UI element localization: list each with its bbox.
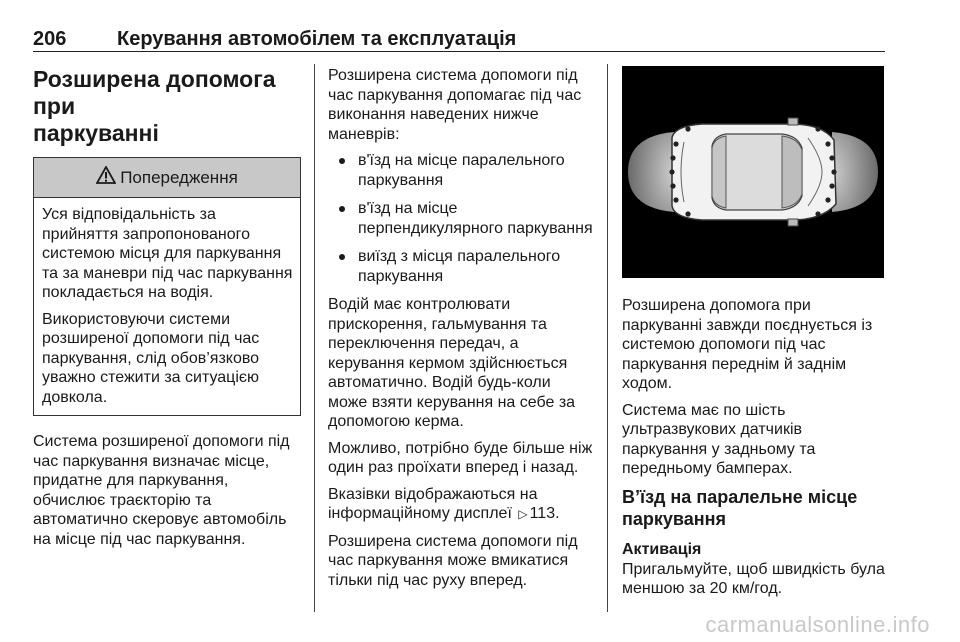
- list-item: виїзд з місця паралельного паркування: [328, 247, 594, 286]
- column-divider: [607, 64, 608, 612]
- subsection-title: В’їзд на паралельне місце паркування: [622, 486, 858, 529]
- list-item: в'їзд на місце перпендикулярного паркування: [328, 199, 594, 238]
- page-number: 206: [33, 28, 67, 50]
- header-rule: [33, 51, 885, 52]
- column-divider: [314, 64, 315, 612]
- page-header: [33, 20, 885, 52]
- body-paragraph: Можливо, потрібно буде більше ніж один раз проїхати вперед і назад.: [328, 439, 593, 476]
- warning-paragraph: Використовуючи системи розширеної допомоги під час паркування, слід обов’язково уважно стежити за ситуацією довкола.: [42, 310, 260, 406]
- body-paragraph: Розширена допомога при паркуванні завжди поєднується із системою допомоги під час паркування переднім й заднім ходом.: [622, 297, 873, 392]
- bullet-icon: [339, 254, 345, 260]
- bullet-icon: [339, 158, 345, 164]
- warning-box: [33, 157, 301, 416]
- page-reference-link[interactable]: 113.: [529, 505, 560, 522]
- bullet-icon: [339, 206, 345, 212]
- body-paragraph: Система розширеної допомоги під час паркування визначає місце, придатне для паркування, обчислює траєкторію та автоматично скеровує автомобіль на місце під час паркування.: [33, 433, 290, 548]
- column-1: [33, 66, 301, 556]
- warning-body: [34, 198, 300, 415]
- section-title: Розширена допомога при паркуванні: [33, 66, 276, 146]
- column-3: [622, 66, 890, 606]
- warning-triangle-icon: [96, 166, 116, 189]
- list-item: в'їзд на місце паралельного паркування: [328, 151, 594, 190]
- chapter-title: Керування автомобілем та експлуатація: [117, 28, 517, 50]
- warning-title: Попередження: [120, 167, 238, 187]
- watermark: carmanualsonline.info: [705, 612, 930, 637]
- body-paragraph: Пригальмуйте, щоб швидкість була меншою за 20 км/год.: [622, 560, 885, 597]
- body-paragraph: Розширена система допомоги під час паркування може вмикатися тільки під час руху вперед.: [328, 532, 578, 589]
- car-top-view-sensors-icon: [622, 66, 884, 278]
- body-paragraph: Вказівки відображаються на інформаційному дисплеї ▷ 113.: [328, 485, 594, 525]
- body-paragraph: Розширена система допомоги під час паркування допомагає під час виконання наведених нижче маневрів:: [328, 67, 582, 143]
- warning-header: [34, 158, 300, 198]
- body-paragraph: Водій має контролювати прискорення, гальмування та переключення передач, а керування кермом здійснюється автоматично. Водій будь-коли може взяти керування на себе за допомогою керма.: [328, 296, 576, 430]
- page-reference-icon: ▷: [518, 507, 528, 521]
- warning-paragraph: Уся відповідальність за прийняття запропонованого системою місця для паркування та за маневри під час паркування покладається на водія.: [42, 206, 293, 301]
- maneuver-list: [328, 151, 594, 286]
- column-2: [328, 66, 594, 597]
- body-paragraph: Система має по шість ультразвукових датчиків паркування у задньому та передньому бамперах.: [622, 401, 816, 477]
- minor-heading: Активація: [622, 540, 702, 558]
